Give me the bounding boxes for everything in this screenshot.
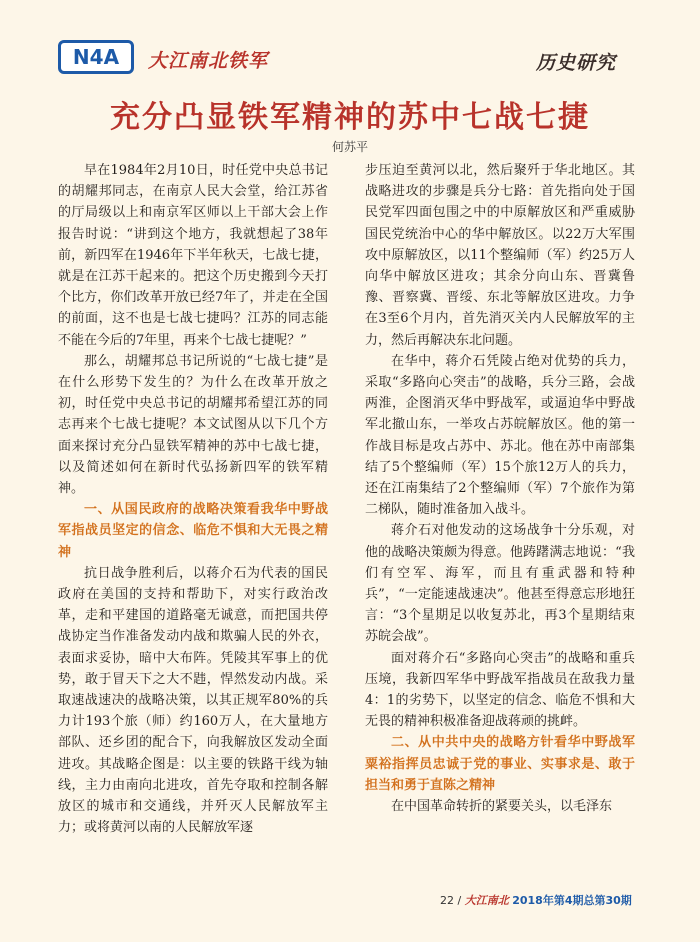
- paragraph: 在中国革命转折的紧要关头，以毛泽东: [391, 799, 613, 815]
- left-column: [58, 160, 328, 839]
- paragraph: 早在1984年2月10日，时任党中央总书记的胡耀邦同志，在南京人民大会堂，给江苏省的厅局级以上和南京军区师以上干部大会上作报告时说：“讲到这个地方，我就想起了38年前，新四军在1946年下半年秋天，七战七捷，就是在江苏干起来的。把这个历史搬到今天打个比方，你们改革开放已经7年了，并走在全国的前面，这不也是七战七捷吗？江苏的同志能不能在今后的7年里，再来个七战七捷呢？”: [58, 163, 328, 348]
- section-name: 历史研究: [535, 52, 616, 74]
- logo-text: N4A: [72, 45, 120, 69]
- magazine-name: 大江南北铁军: [148, 50, 269, 72]
- paragraph: 蒋介石对他发动的这场战争十分乐观，对他的战略决策颇为得意。他踌躇满志地说：“我们有空军、海军，而且有重武器和特种兵”，“一定能速战速决”。他甚至得意忘形地狂言：“3个星期足以收复苏北，再3个星期结束苏皖会战”。: [365, 523, 635, 645]
- page-number: 22: [440, 894, 454, 907]
- footer-divider: /: [457, 894, 465, 907]
- article-title: 充分凸显铁军精神的苏中七战七捷: [110, 100, 590, 135]
- section-heading: 二、从中共中央的战略方针看华中野战军粟裕指挥员忠诚于党的事业、实事求是、敢于担当和勇于直陈之精神: [365, 735, 635, 793]
- page-footer: [440, 892, 632, 908]
- section-heading: 一、从国民政府的战略决策看我华中野战军指战员坚定的信念、临危不惧和大无畏之精神: [58, 502, 328, 560]
- n4a-logo: [58, 40, 134, 74]
- paragraph: 那么，胡耀邦总书记所说的“七战七捷”是在什么形势下发生的？为什么在改革开放之初，时任党中央总书记的胡耀邦希望江苏的同志再来个七战七捷呢？本文试图从以下几个方面来探讨充分凸显铁军精神的苏中七战七捷，以及简述如何在新时代弘扬新四军的铁军精神。: [58, 353, 328, 497]
- paragraph: 在华中，蒋介石凭陵占绝对优势的兵力，采取“多路向心突击”的战略，兵分三路，会战两淮，企图消灭华中野战军，或逼迫华中野战军北撤山东，一举攻占苏皖解放区。他的第一作战目标是攻占苏中、苏北。他在苏中南部集结了5个整编师（军）15个旅12万人的兵力，还在江南集结了2个整编师（军）7个旅作为第二梯队，随时准备加入战斗。: [365, 353, 635, 518]
- paragraph: 抗日战争胜利后，以蒋介石为代表的国民政府在美国的支持和帮助下，对实行政治改革，走和平建国的道路毫无诚意，而把国共停战协定当作准备发动内战和欺骗人民的外衣，表面求妥协，暗中大布阵。凭陵其军事上的优势，敢于冒天下之大不韪，悍然发动内战。采取速战速决的战略决策，以其正规军80%的兵力计193个旅（师）约160万人，在大量地方部队、还乡团的配合下，向我解放区发动全面进攻。其战略企图是：以主要的铁路干线为轴线，主力由南向北进攻，首先夺取和控制各解放区的城市和交通线，并歼灭人民解放军主力；或将黄河以南的人民解放军逐: [58, 565, 328, 836]
- right-column: [365, 160, 635, 817]
- issue-info: 2018年第4期总第30期: [512, 894, 632, 907]
- paragraph: 面对蒋介石“多路向心突击”的战略和重兵压境，我新四军华中野战军指战员在敌我力量4：1的劣势下，以坚定的信念、临危不惧和大无畏的精神积极准备迎战蒋顽的挑衅。: [365, 650, 635, 730]
- article-author: 何苏平: [331, 140, 368, 154]
- paragraph: 步压迫至黄河以北，然后聚歼于华北地区。其战略进攻的步骤是兵分七路：首先指向处于国民党军四面包围之中的中原解放区和严重威胁国民党统治中心的华中解放区。以22万大军围攻中原解放区，以11个整编师（军）约25万人向华中解放区进攻；其余分向山东、晋冀鲁豫、晋察冀、晋绥、东北等解放区进攻。力争在3至6个月内，首先消灭关内人民解放军的主力，然后再解决东北问题。: [365, 163, 635, 348]
- footer-magazine: 大江南北: [464, 894, 509, 907]
